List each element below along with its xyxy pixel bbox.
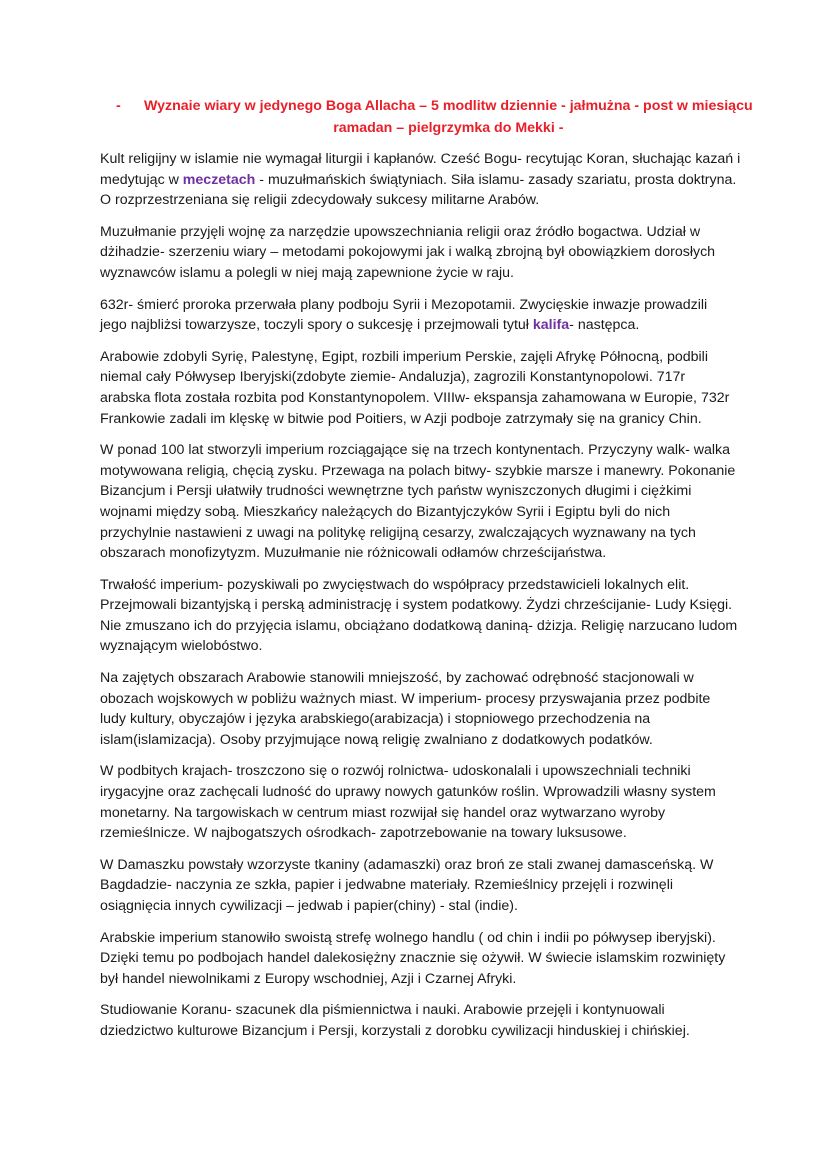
paragraph-line: irygacyjne oraz zachęcali ludność do uprawy nowych gatunków roślin. Wprowadzili własny system [100, 784, 716, 801]
paragraph-line: obozach wojskowych w pobliżu ważnych miast. W imperium- procesy przyswajania przez podbite [100, 690, 711, 707]
paragraph-line: rzemieślnicze. W najbogatszych ośrodkach- zapotrzebowanie na towary luksusowe. [100, 825, 627, 842]
paragraph-line: przychylnie nastawieni z uwagi na politykę religijną cesarzy, zwalczających wyznawany na tych [100, 524, 696, 541]
paragraph [100, 668, 740, 750]
paragraph-line [100, 315, 740, 336]
paragraph-line: W Damaszku powstały wzorzyste tkaniny (adamaszki) oraz broń ze stali zwanej damasceńską. W [100, 856, 714, 873]
paragraph [100, 575, 740, 657]
paragraph-line: Arabskie imperium stanowiło swoistą strefę wolnego handlu ( od chin i indii po półwysep iberyjski). [100, 929, 716, 946]
heading-text [144, 95, 753, 139]
paragraph-line: Trwałość imperium- pozyskiwali po zwycięstwach do współpracy przedstawicieli lokalnych elit. [100, 576, 690, 593]
paragraph-line: motywowana religią, chęcią zysku. Przewaga na polach bitwy- szybkie marsze i manewry. Pokonanie [100, 462, 736, 479]
paragraph-line: O rozprzestrzeniana się religii zdecydowały sukcesy militarne Arabów. [100, 192, 540, 209]
paragraph [100, 440, 740, 564]
highlighted-term: kalifa [532, 317, 570, 334]
paragraph-line: Przejmowali bizantyjską i perską administrację i system podatkowy. Żydzi chrześcijanie- Ludy Księgi. [100, 597, 733, 614]
paragraph-line [100, 170, 740, 191]
paragraph-line: Studiowanie Koranu- szacunek dla piśmiennictwa i nauki. Arabowie przejęli i kontynuowali [100, 1002, 665, 1019]
highlighted-term: meczetach [182, 171, 256, 188]
paragraph-line: Bagdadzie- naczynia ze szkła, papier i jedwabne materiały. Rzemieślnicy przejęli i rozwinęli [100, 877, 674, 894]
paragraph-line: 632r- śmierć proroka przerwała plany podboju Syrii i Mezopotamii. Zwycięskie inwazje prowadzili [100, 296, 708, 313]
paragraph-line: Muzułmanie przyjęli wojnę za narzędzie upowszechniania religii oraz źródło bogactwa. Udział w [100, 223, 701, 240]
heading-line: Wyznaie wiary w jedynego Boga Allacha – 5 modlitw dziennie - jałmużna - post w miesiącu [144, 98, 753, 114]
paragraph-line: Kult religijny w islamie nie wymagał liturgii i kapłanów. Cześć Bogu- recytując Koran, słuchając kazań i [100, 151, 741, 167]
paragraph [100, 928, 740, 990]
document-heading [100, 95, 753, 139]
paragraph [100, 855, 740, 917]
paragraph-line: obszarach monofizytyzm. Muzułmanie nie różnicowali odłamów chrześcijaństwa. [100, 545, 607, 562]
paragraph [100, 1000, 740, 1041]
paragraph-line: Frankowie zadali im klęskę w bitwie pod Poitiers, w Azji podboje zatrzymały się na granicy Chin. [100, 410, 702, 427]
paragraph [100, 149, 740, 211]
paragraph [100, 222, 740, 284]
paragraph-line: Dzięki temu po podbojach handel dalekosiężny znacznie się ożywił. W świecie islamskim rozwinięty [100, 950, 726, 967]
paragraph [100, 347, 740, 429]
line-text: jego najbliżsi towarzysze, toczyli spory o sukcesję i przejmowali tytuł [100, 317, 533, 334]
paragraph-line: Na zajętych obszarach Arabowie stanowili mniejszość, by zachować odrębność stacjonowali w [100, 670, 694, 687]
paragraph-line: wyznającym wielobóstwo. [100, 638, 263, 655]
paragraph-line: Arabowie zdobyli Syrię, Palestynę, Egipt, rozbili imperium Perskie, zajęli Afrykę Północną, podbili [100, 348, 708, 365]
document-body [100, 149, 740, 1042]
paragraph-line: Bizancjum i Persji ułatwiły trudności wewnętrzne tych państw wyniszczonych długimi i ciężkimi [100, 483, 692, 500]
paragraph-line: Nie zmuszano ich do przyjęcia islamu, obciążano dodatkową daniną- dżizja. Religię narzucano ludom [100, 617, 738, 634]
paragraph-line: osiągnięcia innych cywilizacji – jedwab i papier(chiny) - stal (indie). [100, 898, 518, 914]
line-text: - muzułmańskich świątyniach. Siła islamu- zasady szariatu, prosta doktryna. [255, 171, 737, 188]
paragraph-line: W ponad 100 lat stworzyli imperium rozciągające się na trzech kontynentach. Przyczyny walk- walka [100, 442, 731, 459]
paragraph-line: W podbitych krajach- troszczono się o rozwój rolnictwa- udoskonalali i upowszechniali techniki [100, 763, 691, 780]
line-text: medytując w [100, 171, 183, 188]
paragraph-line: arabska flota została rozbita pod Konstantynopolem. VIIIw- ekspansja zahamowana w Europie, 732r [100, 389, 730, 406]
line-text: - następca. [569, 317, 640, 334]
paragraph-line: wojnami między sobą. Mieszkańcy należących do Bizantyjczyków Syrii i Egiptu byli do nich [100, 503, 671, 520]
paragraph-line: niemal cały Półwysep Iberyjski(zdobyte ziemie- Andaluzja), zagrozili Konstantynopolowi. 717r [100, 369, 686, 386]
paragraph-line: był handel niewolnikami z Europy wschodniej, Azji i Czarnej Afryki. [100, 970, 517, 987]
heading-line: ramadan – pielgrzymka do Mekki - [333, 120, 564, 136]
heading-bullet: - [116, 98, 121, 114]
paragraph-line: dziedzictwo kulturowe Bizancjum i Persji, korzystali z dorobku cywilizacji hinduskiej i chińskiej. [100, 1022, 690, 1039]
paragraph [100, 295, 740, 336]
document-page [100, 95, 753, 1053]
paragraph-line: monetarny. Na targowiskach w centrum miast rozwijał się handel oraz wytwarzano wyroby [100, 804, 666, 821]
paragraph-line: islam(islamizacja). Osoby przyjmujące nową religię zwalniano z dodatkowych podatków. [100, 731, 653, 748]
paragraph [100, 761, 740, 843]
paragraph-line: dżihadzie- szerzeniu wiary – metodami pokojowymi jak i walką zbrojną był obowiązkiem dorosłych [100, 244, 716, 261]
paragraph-line: ludy kultury, obyczajów i języka arabskiego(arabizacja) i stopniowego przechodzenia na [100, 711, 651, 728]
paragraph-line: wyznawców islamu a polegli w niej mają zapewnione życie w raju. [100, 264, 514, 281]
